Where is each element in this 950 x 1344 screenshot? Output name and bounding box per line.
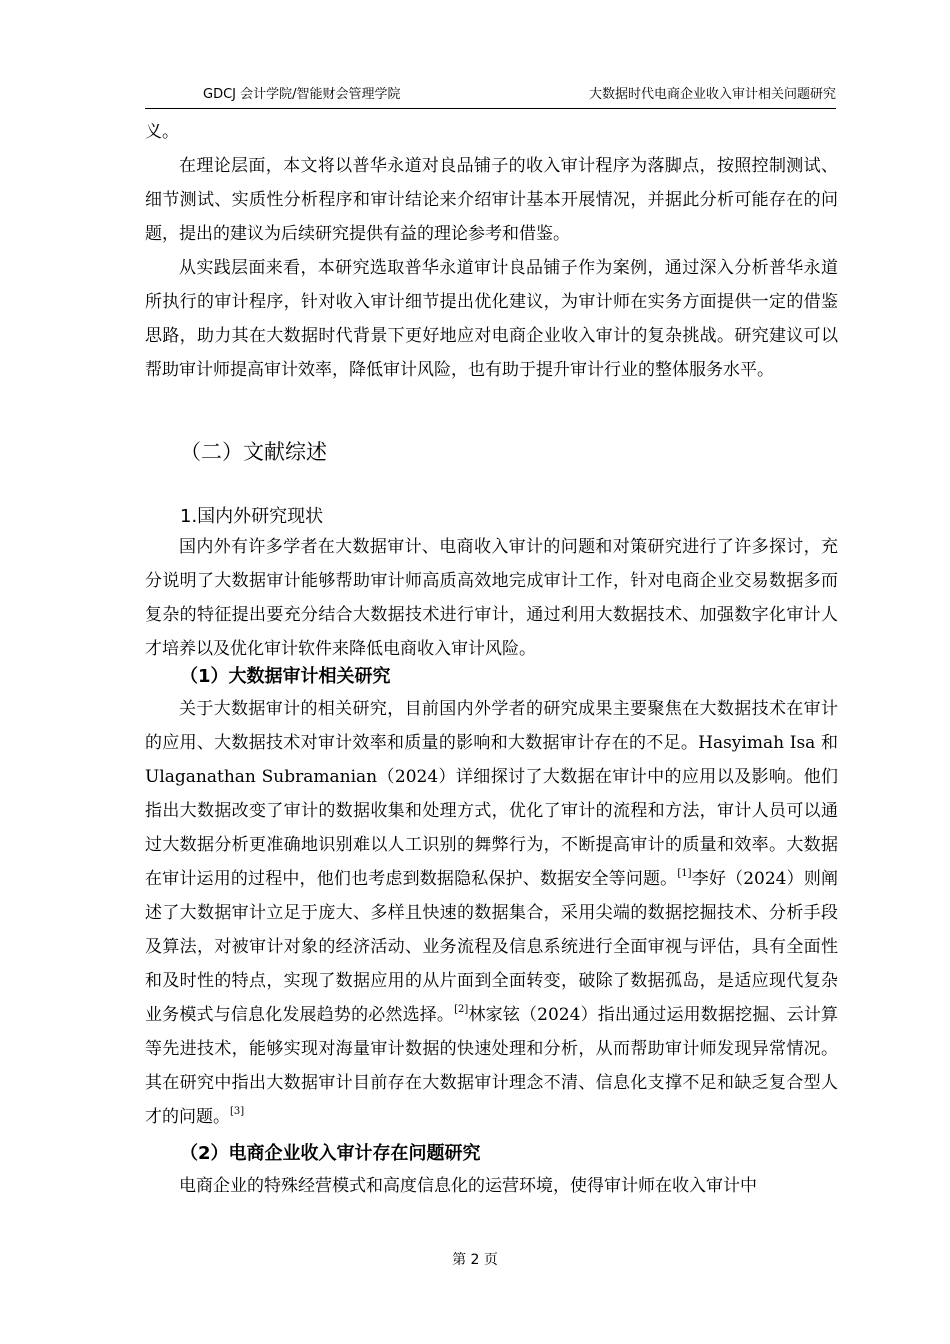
citation-3: [3] xyxy=(230,1106,245,1117)
paragraph-practice: 从实践层面来看，本研究选取普华永道审计良品铺子作为案例，通过深入分析普华永道所执行的审计程序，针对收入审计细节提出优化建议，为审计师在实务方面提供一定的借鉴思路，助力其在大数据时代背景下更好地应对电商企业收入审计的复杂挑战。研究建议可以帮助审计师提高审计效率，降低审计风险，也有助于提升审计行业的整体服务水平。 xyxy=(145,258,838,380)
overview-block xyxy=(145,530,838,666)
heading-bigdata-audit: （1）大数据审计相关研究 xyxy=(180,666,391,687)
citation-2: [2] xyxy=(454,1004,469,1015)
ecommerce-block xyxy=(145,1169,838,1203)
bigdata-block xyxy=(145,692,838,1134)
header-rule xyxy=(145,108,836,109)
paragraph-continuation: 义。 xyxy=(145,122,179,142)
paragraph-bigdata xyxy=(145,692,838,1134)
text-bigdata-a: 关于大数据审计的相关研究，目前国内外学者的研究成果主要聚焦在大数据技术在审计的应用、大数据技术对审计效率和质量的影响和大数据审计存在的不足。Hasyimah Isa 和 Ulaganathan Subramanian（2024）详细探讨了大数据在审计中的应用以及影响。他们指出大数据改变了审计的数据收集和处理方式，优化了审计的流程和方法，审计人员可以通过大数据分析更准确地识别难以人工识别的舞弊行为，不断提高审计的质量和效率。大数据在审计运用的过程中，他们也考虑到数据隐私保护、数据安全等问题。 xyxy=(145,699,838,889)
paragraph-overview: 国内外有许多学者在大数据审计、电商收入审计的问题和对策研究进行了许多探讨，充分说明了大数据审计能够帮助审计师高质高效地完成审计工作，针对电商企业交易数据多而复杂的特征提出要充分结合大数据技术进行审计，通过利用大数据技术、加强数字化审计人才培养以及优化审计软件来降低电商收入审计风险。 xyxy=(145,537,838,659)
paragraph-ecommerce: 电商企业的特殊经营模式和高度信息化的运营环境，使得审计师在收入审计中 xyxy=(179,1176,757,1196)
section-heading: （二）文献综述 xyxy=(180,440,327,464)
page-number: 第 2 页 xyxy=(452,1252,498,1268)
heading-ecommerce-audit: （2）电商企业收入审计存在问题研究 xyxy=(180,1143,481,1164)
intro-block xyxy=(145,115,838,387)
subsection-heading: 1.国内外研究现状 xyxy=(180,506,324,527)
text-bigdata-c: 林家铉（2024）指出通过运用数据挖掘、云计算等先进技术，能够实现对海量审计数据的快速处理和分析，从而帮助审计师发现异常情况。其在研究中指出大数据审计目前存在大数据审计理念不清、信息化支撑不足和缺乏复合型人才的问题。 xyxy=(145,1005,838,1127)
text-bigdata-b: 李好（2024）则阐述了大数据审计立足于庞大、多样且快速的数据集合，采用尖端的数据挖掘技术、分析手段及算法，对被审计对象的经济活动、业务流程及信息系统进行全面审视与评估，具有全面性和及时性的特点，实现了数据应用的从片面到全面转变，破除了数据孤岛，是适应现代复杂业务模式与信息化发展趋势的必然选择。 xyxy=(145,869,839,1025)
header-right: 大数据时代电商企业收入审计相关问题研究 xyxy=(588,87,836,102)
header-left: GDCJ 会计学院/智能财会管理学院 xyxy=(203,87,401,102)
citation-1: [1] xyxy=(677,868,692,879)
paragraph-theory: 在理论层面，本文将以普华永道对良品铺子的收入审计程序为落脚点，按照控制测试、细节测试、实质性分析程序和审计结论来介绍审计基本开展情况，并据此分析可能存在的问题，提出的建议为后续研究提供有益的理论参考和借鉴。 xyxy=(145,156,838,244)
